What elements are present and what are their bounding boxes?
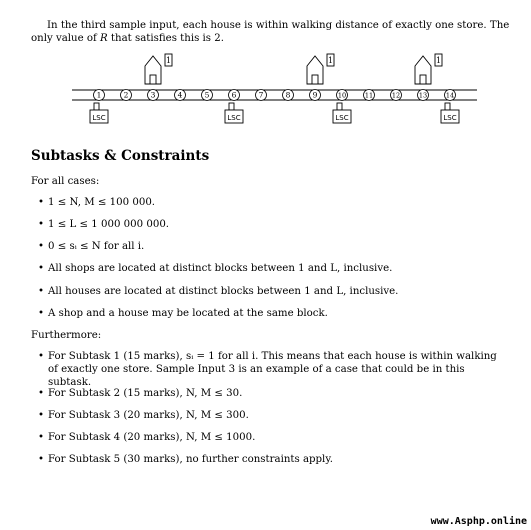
svg-text:13: 13 — [418, 91, 428, 100]
shop-icon — [333, 103, 351, 123]
block-marker — [310, 90, 321, 101]
intro-text-2: that satisfies this is 2. — [107, 33, 224, 44]
house-icon — [307, 54, 334, 84]
block-marker — [337, 90, 348, 101]
subtask-item: • For Subtask 5 (30 marks), no further constraints apply. — [38, 454, 333, 465]
svg-text:14: 14 — [445, 91, 455, 100]
intro-text-1: In the third sample input, each house is within walking distance of exactly one store. The only value of — [31, 20, 510, 44]
block-marker — [148, 90, 159, 101]
block-marker — [94, 90, 105, 101]
block-marker — [445, 90, 456, 101]
block-marker — [202, 90, 213, 101]
svg-text:11: 11 — [364, 91, 374, 100]
section-heading: Subtasks & Constraints — [31, 148, 210, 164]
svg-text:4: 4 — [177, 90, 183, 100]
svg-text:2: 2 — [123, 90, 129, 100]
svg-text:5: 5 — [204, 90, 210, 100]
shop-icon — [225, 103, 243, 123]
constraint-item: • 1 ≤ L ≤ 1 000 000 000. — [38, 219, 170, 230]
shop-icon — [441, 103, 459, 123]
block-marker — [256, 90, 267, 101]
block-marker — [283, 90, 294, 101]
svg-text:3: 3 — [150, 90, 156, 100]
furthermore-label: Furthermore: — [31, 330, 102, 341]
subtask-item: • For Subtask 2 (15 marks), N, M ≤ 30. — [38, 388, 243, 399]
svg-text:1: 1 — [96, 90, 102, 100]
svg-text:1: 1 — [165, 56, 172, 65]
block-marker — [418, 90, 429, 101]
block-marker — [364, 90, 375, 101]
block-marker — [391, 90, 402, 101]
watermark: www.Asphp.online — [430, 516, 527, 527]
constraint-item: • All shops are located at distinct blocks between 1 and L, inclusive. — [38, 263, 393, 274]
svg-text:LSC: LSC — [92, 114, 106, 122]
intro-paragraph — [31, 19, 511, 45]
constraint-item: • 0 ≤ sᵢ ≤ N for all i. — [38, 241, 145, 252]
svg-text:LSC: LSC — [335, 114, 349, 122]
constraint-item: • 1 ≤ N, M ≤ 100 000. — [38, 197, 156, 208]
svg-text:1: 1 — [327, 56, 334, 65]
subtask-item: • For Subtask 4 (20 marks), N, M ≤ 1000. — [38, 432, 256, 443]
constraint-item: • A shop and a house may be located at the same block. — [38, 308, 328, 319]
constraint-item: • All houses are located at distinct blocks between 1 and L, inclusive. — [38, 286, 399, 297]
block-marker — [121, 90, 132, 101]
svg-text:6: 6 — [231, 90, 237, 100]
subtask-item: • For Subtask 1 (15 marks), sᵢ = 1 for all i. This means that each house is within walking of exactly one store. Sample Input 3 is an example of a case that could be in this subtask. — [38, 351, 497, 388]
svg-text:10: 10 — [337, 91, 347, 100]
house-icon — [145, 54, 172, 84]
svg-text:LSC: LSC — [227, 114, 241, 122]
shop-icon — [90, 103, 108, 123]
svg-text:8: 8 — [285, 90, 291, 100]
house-icon — [415, 54, 442, 84]
all-cases-label: For all cases: — [31, 176, 100, 187]
svg-text:1: 1 — [435, 56, 442, 65]
block-marker — [229, 90, 240, 101]
svg-text:LSC: LSC — [443, 114, 457, 122]
svg-text:7: 7 — [258, 90, 264, 100]
sample-diagram — [0, 48, 531, 138]
svg-text:9: 9 — [312, 90, 318, 100]
subtask-item: • For Subtask 3 (20 marks), N, M ≤ 300. — [38, 410, 249, 421]
intro-var-r: R — [100, 33, 108, 44]
svg-text:12: 12 — [391, 91, 401, 100]
block-marker — [175, 90, 186, 101]
